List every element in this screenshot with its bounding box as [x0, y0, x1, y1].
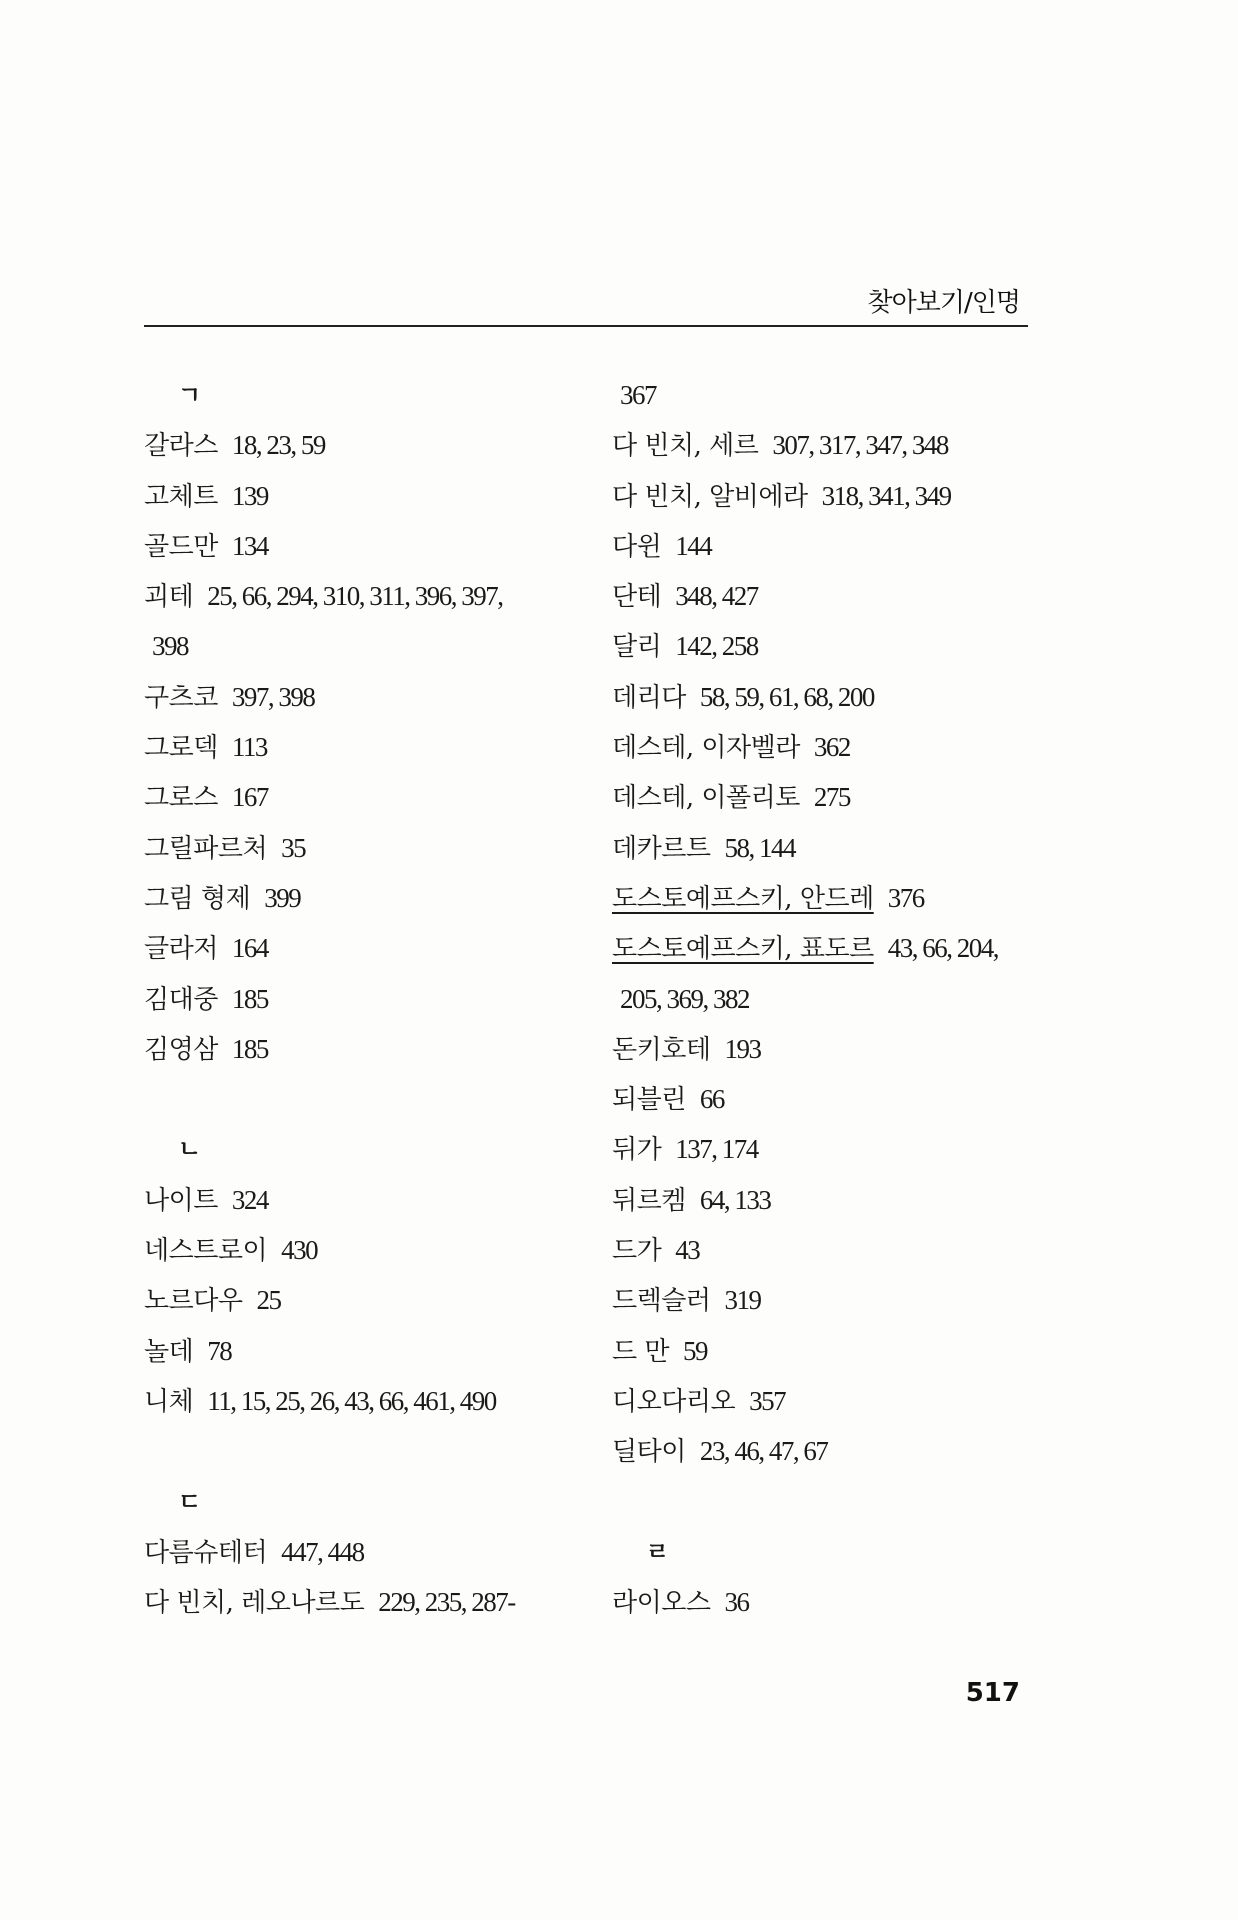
index-page-numbers: 43, 66, 204,: [887, 933, 998, 964]
index-page-numbers: 447, 448: [281, 1536, 364, 1567]
index-page-numbers: 430: [281, 1235, 318, 1266]
index-entry: [144, 1577, 584, 1627]
index-section-letter: ㄹ: [646, 1537, 669, 1566]
index-page-numbers: 348, 427: [675, 581, 758, 612]
index-entry-name: 놀데: [144, 1336, 194, 1367]
index-entry-name: 다 빈치, 알비에라: [612, 481, 808, 512]
index-entry: [612, 672, 1052, 722]
index-entry: [612, 1577, 1052, 1627]
index-entry-continuation: [612, 370, 1052, 420]
index-entry-continuation: [612, 974, 1052, 1024]
index-entry: [612, 772, 1052, 822]
index-entry-name: 괴테: [144, 582, 194, 613]
index-page-numbers: 58, 144: [724, 832, 795, 863]
index-entry-name: 나이트: [144, 1185, 218, 1216]
index-entry: [612, 1124, 1052, 1174]
index-page-numbers: 25, 66, 294, 310, 311, 396, 397,: [207, 581, 503, 612]
index-entry: [612, 873, 1052, 923]
index-entry-name: 도스토예프스키, 안드레: [612, 883, 874, 914]
index-entry: [612, 420, 1052, 470]
index-entry-name: 드렉슬러: [612, 1286, 711, 1317]
index-entry-name: 드가: [612, 1236, 662, 1267]
index-entry: [612, 923, 1052, 973]
index-entry: [144, 974, 584, 1024]
index-entry-name: 그림 형제: [144, 883, 251, 914]
index-entry-name: 다 빈치, 레오나르도: [144, 1588, 365, 1619]
index-section-letter: ㄷ: [178, 1487, 201, 1516]
index-entry: [144, 1225, 584, 1275]
index-page-numbers: 139: [231, 480, 268, 511]
index-entry-name: 글라저: [144, 934, 218, 965]
index-page-numbers: 362: [813, 732, 850, 763]
running-head: 찾아보기/인명: [867, 288, 1020, 318]
index-page-numbers: 307, 317, 347, 348: [772, 430, 948, 461]
index-entry: [144, 823, 584, 873]
index-page-numbers: 64, 133: [699, 1184, 771, 1215]
index-entry: [144, 1376, 584, 1426]
index-entry-name: 데리다: [612, 682, 686, 713]
index-entry: [144, 1024, 584, 1074]
page-number: 517: [965, 1678, 1020, 1708]
index-spacer: [144, 1426, 584, 1476]
index-column-right: [612, 370, 1052, 1627]
index-entry-name: 김대중: [144, 984, 218, 1015]
index-entry: [612, 1326, 1052, 1376]
index-entry-name: 노르다우: [144, 1286, 243, 1317]
index-entry: [144, 1275, 584, 1325]
index-entry-continuation: [144, 621, 584, 671]
index-page-numbers: 185: [231, 983, 268, 1014]
index-entry-name: 그로덱: [144, 733, 218, 764]
index-page-numbers: 357: [749, 1385, 786, 1416]
index-entry-name: 그로스: [144, 783, 218, 814]
index-entry: [144, 1527, 584, 1577]
index-entry: [612, 1275, 1052, 1325]
index-entry-name: 뒤르켐: [612, 1185, 686, 1216]
index-entry-name: 고체트: [144, 481, 218, 512]
index-entry-name: 단테: [612, 582, 662, 613]
index-entry-name: 다윈: [612, 531, 662, 562]
index-page-numbers: 134: [231, 530, 268, 561]
index-entry: [612, 1376, 1052, 1426]
index-page-numbers: 397, 398: [231, 681, 315, 712]
index-entry: [144, 923, 584, 973]
index-page-numbers: 78: [207, 1335, 232, 1366]
index-entry: [144, 1326, 584, 1376]
index-page-numbers: 11, 15, 25, 26, 43, 66, 461, 490: [207, 1385, 496, 1416]
index-entry-name: 골드만: [144, 531, 218, 562]
index-entry-name: 데스테, 이자벨라: [612, 733, 800, 764]
index-page-numbers: 59: [683, 1335, 707, 1366]
index-page-numbers: 18, 23, 59: [231, 430, 325, 461]
index-spacer: [144, 1074, 584, 1124]
index-entry-name: 돈키호테: [612, 1034, 711, 1065]
index-page-numbers: 23, 46, 47, 67: [699, 1436, 828, 1467]
index-page-numbers: 205, 369, 382: [620, 983, 749, 1014]
header-rule: [144, 325, 1028, 327]
index-entry: [612, 471, 1052, 521]
index-page-numbers: 376: [887, 882, 924, 913]
index-page-numbers: 193: [724, 1033, 761, 1064]
index-entry: [144, 420, 584, 470]
index-entry-name: 다름슈테터: [144, 1537, 268, 1568]
index-entry-name: 그릴파르처: [144, 833, 268, 864]
index-page-numbers: 324: [231, 1184, 268, 1215]
index-entry: [612, 1024, 1052, 1074]
index-page-numbers: 319: [724, 1285, 761, 1316]
index-entry-name: 니체: [144, 1386, 194, 1417]
index-section-letter: ㄴ: [178, 1135, 201, 1164]
index-page-numbers: 399: [264, 882, 301, 913]
index-entry-name: 되블린: [612, 1085, 686, 1116]
index-entry-name: 딜타이: [612, 1437, 686, 1468]
index-entry-name: 구츠코: [144, 682, 218, 713]
index-entry-name: 디오다리오: [612, 1386, 736, 1417]
index-page-numbers: 144: [675, 530, 712, 561]
index-page-numbers: 275: [813, 782, 850, 813]
index-page-numbers: 36: [724, 1587, 749, 1618]
index-entry-name: 라이오스: [612, 1588, 711, 1619]
index-entry: [144, 873, 584, 923]
index-entry-name: 갈라스: [144, 431, 218, 462]
index-page-numbers: 185: [231, 1033, 268, 1064]
index-page-numbers: 142, 258: [675, 631, 758, 662]
index-entry-name: 데스테, 이폴리토: [612, 783, 800, 814]
index-entry-name: 네스트로이: [144, 1236, 268, 1267]
index-entry: [612, 1426, 1052, 1476]
index-entry: [144, 722, 584, 772]
index-spacer: [612, 1477, 1052, 1527]
index-entry: [612, 1175, 1052, 1225]
index-page-numbers: 367: [620, 380, 656, 410]
index-page-numbers: 58, 59, 61, 68, 200: [699, 681, 874, 712]
index-entry: [144, 672, 584, 722]
index-entry: [612, 571, 1052, 621]
index-entry: [612, 823, 1052, 873]
index-entry-name: 다 빈치, 세르: [612, 431, 759, 462]
index-entry: [144, 772, 584, 822]
index-column-left: [144, 370, 584, 1627]
index-entry: [612, 1225, 1052, 1275]
index-entry-name: 데카르트: [612, 833, 711, 864]
index-entry: [144, 471, 584, 521]
index-page-numbers: 137, 174: [675, 1134, 758, 1165]
index-page-numbers: 229, 235, 287-: [378, 1587, 515, 1618]
index-entry-name: 드 만: [612, 1336, 669, 1367]
index-entry: [612, 1074, 1052, 1124]
index-page-numbers: 43: [675, 1235, 700, 1266]
index-entry: [144, 1175, 584, 1225]
index-page-numbers: 113: [231, 732, 267, 763]
index-page-numbers: 318, 341, 349: [821, 480, 951, 511]
index-entry: [144, 571, 584, 621]
index-page-numbers: 164: [231, 933, 268, 964]
index-entry-name: 김영삼: [144, 1034, 218, 1065]
index-entry-name: 도스토예프스키, 표도르: [612, 934, 874, 965]
index-section-letter: ㄱ: [178, 381, 201, 409]
index-page-numbers: 66: [699, 1084, 724, 1115]
index-page-numbers: 398: [152, 631, 188, 662]
index-entry-name: 달리: [612, 632, 662, 663]
index-page-numbers: 35: [281, 832, 306, 863]
index-entry: [612, 521, 1052, 571]
index-entry: [612, 621, 1052, 671]
index-entry: [144, 521, 584, 571]
index-page-numbers: 25: [256, 1285, 281, 1316]
index-entry-name: 뒤가: [612, 1135, 662, 1166]
index-page-numbers: 167: [231, 782, 268, 813]
index-entry: [612, 722, 1052, 772]
